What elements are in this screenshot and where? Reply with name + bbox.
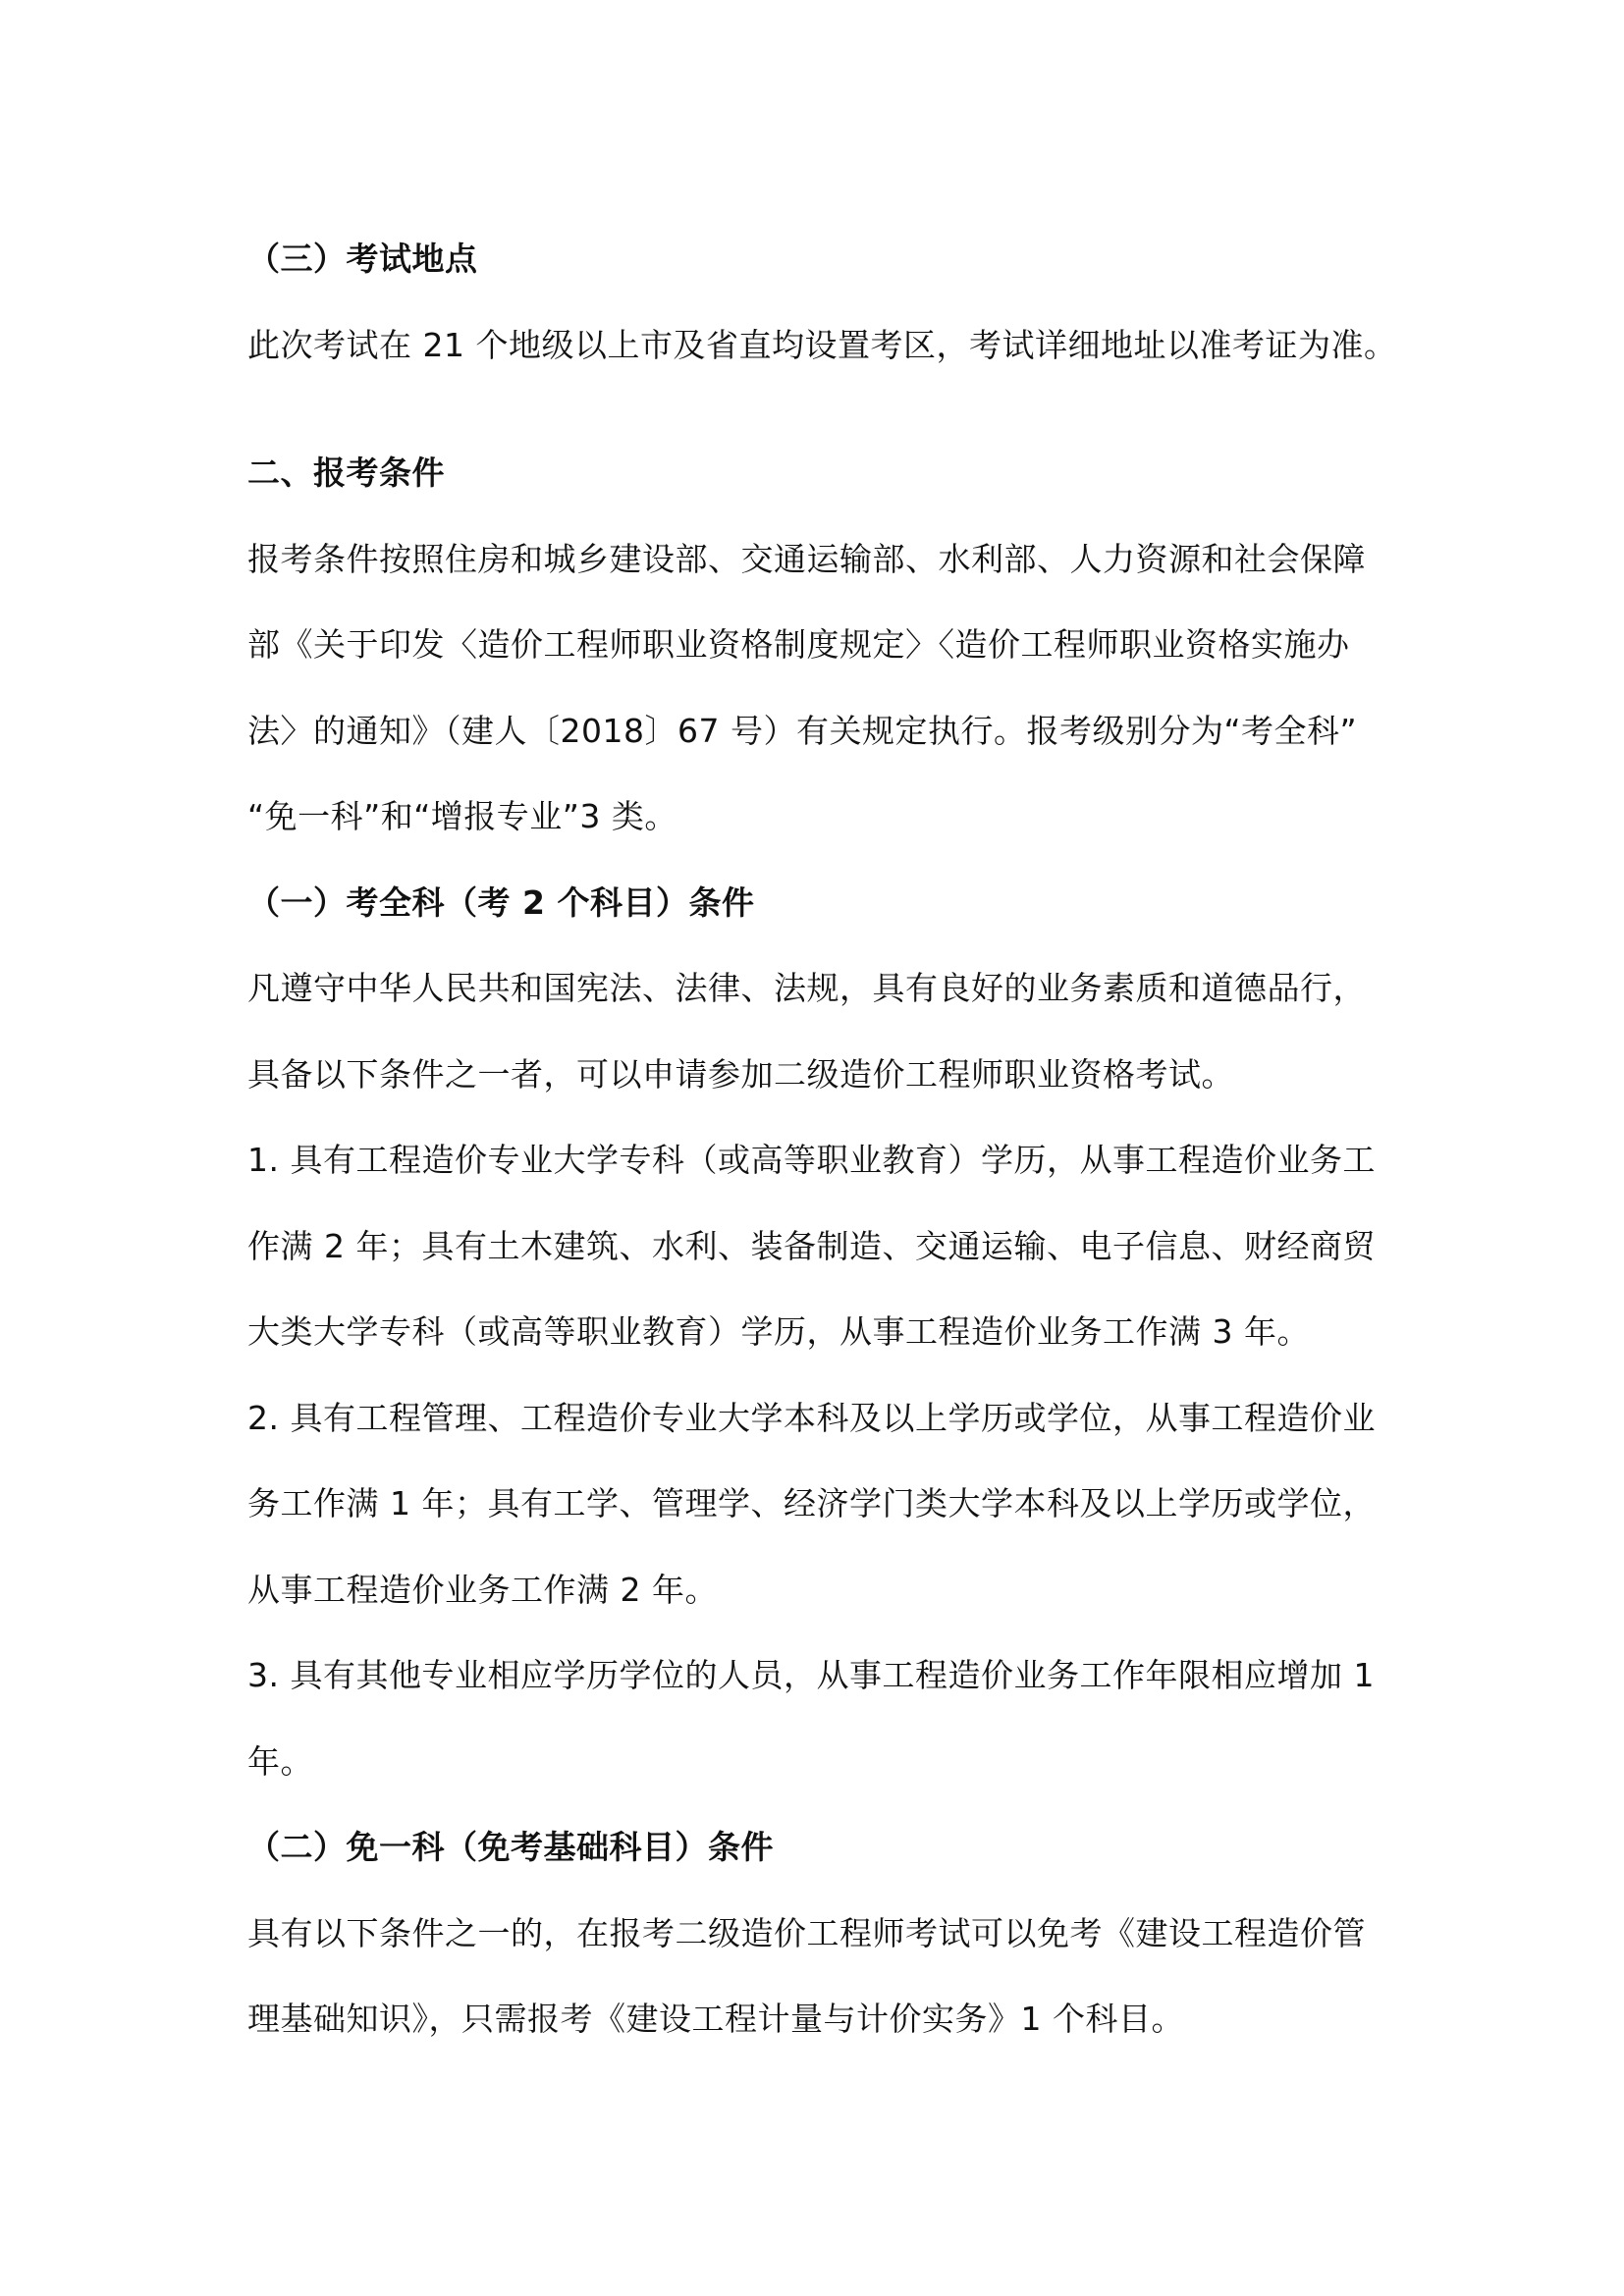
section-heading-exam-location: （三）考试地点 bbox=[247, 240, 478, 278]
paragraph-line: 作满 2 年；具有土木建筑、水利、装备制造、交通运输、电子信息、财经商贸 bbox=[247, 1227, 1376, 1265]
subsection-heading-full-exam: （一）考全科（考 2 个科目）条件 bbox=[247, 883, 755, 922]
paragraph-line: 理基础知识》，只需报考《建设工程计量与计价实务》1 个科目。 bbox=[247, 2000, 1184, 2038]
paragraph-line: 具备以下条件之一者，可以申请参加二级造价工程师职业资格考试。 bbox=[247, 1055, 1234, 1094]
paragraph-line: 此次考试在 21 个地级以上市及省直均设置考区，考试详细地址以准考证为准。 bbox=[247, 326, 1397, 364]
subsection-heading-exempt-one: （二）免一科（免考基础科目）条件 bbox=[247, 1828, 774, 1866]
paragraph-line: 2. 具有工程管理、工程造价专业大学本科及以上学历或学位，从事工程造价业 bbox=[247, 1399, 1376, 1437]
paragraph-line: “免一科”和“增报专业”3 类。 bbox=[247, 797, 677, 835]
paragraph-line: 年。 bbox=[247, 1742, 313, 1781]
paragraph-line: 部《关于印发〈造价工程师职业资格制度规定〉〈造价工程师职业资格实施办 bbox=[247, 625, 1350, 664]
section-heading-eligibility: 二、报考条件 bbox=[247, 454, 445, 492]
paragraph-line: 3. 具有其他专业相应学历学位的人员，从事工程造价业务工作年限相应增加 1 bbox=[247, 1656, 1375, 1694]
paragraph-line: 务工作满 1 年；具有工学、管理学、经济学门类大学本科及以上学历或学位， bbox=[247, 1484, 1376, 1522]
paragraph-line: 具有以下条件之一的，在报考二级造价工程师考试可以免考《建设工程造价管 bbox=[247, 1914, 1366, 1952]
paragraph-line: 大类大学专科（或高等职业教育）学历，从事工程造价业务工作满 3 年。 bbox=[247, 1312, 1310, 1351]
paragraph-line: 法〉的通知》（建人〔2018〕67 号）有关规定执行。报考级别分为“考全科” bbox=[247, 712, 1358, 750]
paragraph-line: 从事工程造价业务工作满 2 年。 bbox=[247, 1571, 718, 1609]
paragraph-line: 1. 具有工程造价专业大学专科（或高等职业教育）学历，从事工程造价业务工 bbox=[247, 1141, 1376, 1179]
paragraph-line: 凡遵守中华人民共和国宪法、法律、法规，具有良好的业务素质和道德品行， bbox=[247, 969, 1366, 1007]
paragraph-line: 报考条件按照住房和城乡建设部、交通运输部、水利部、人力资源和社会保障 bbox=[247, 540, 1366, 578]
